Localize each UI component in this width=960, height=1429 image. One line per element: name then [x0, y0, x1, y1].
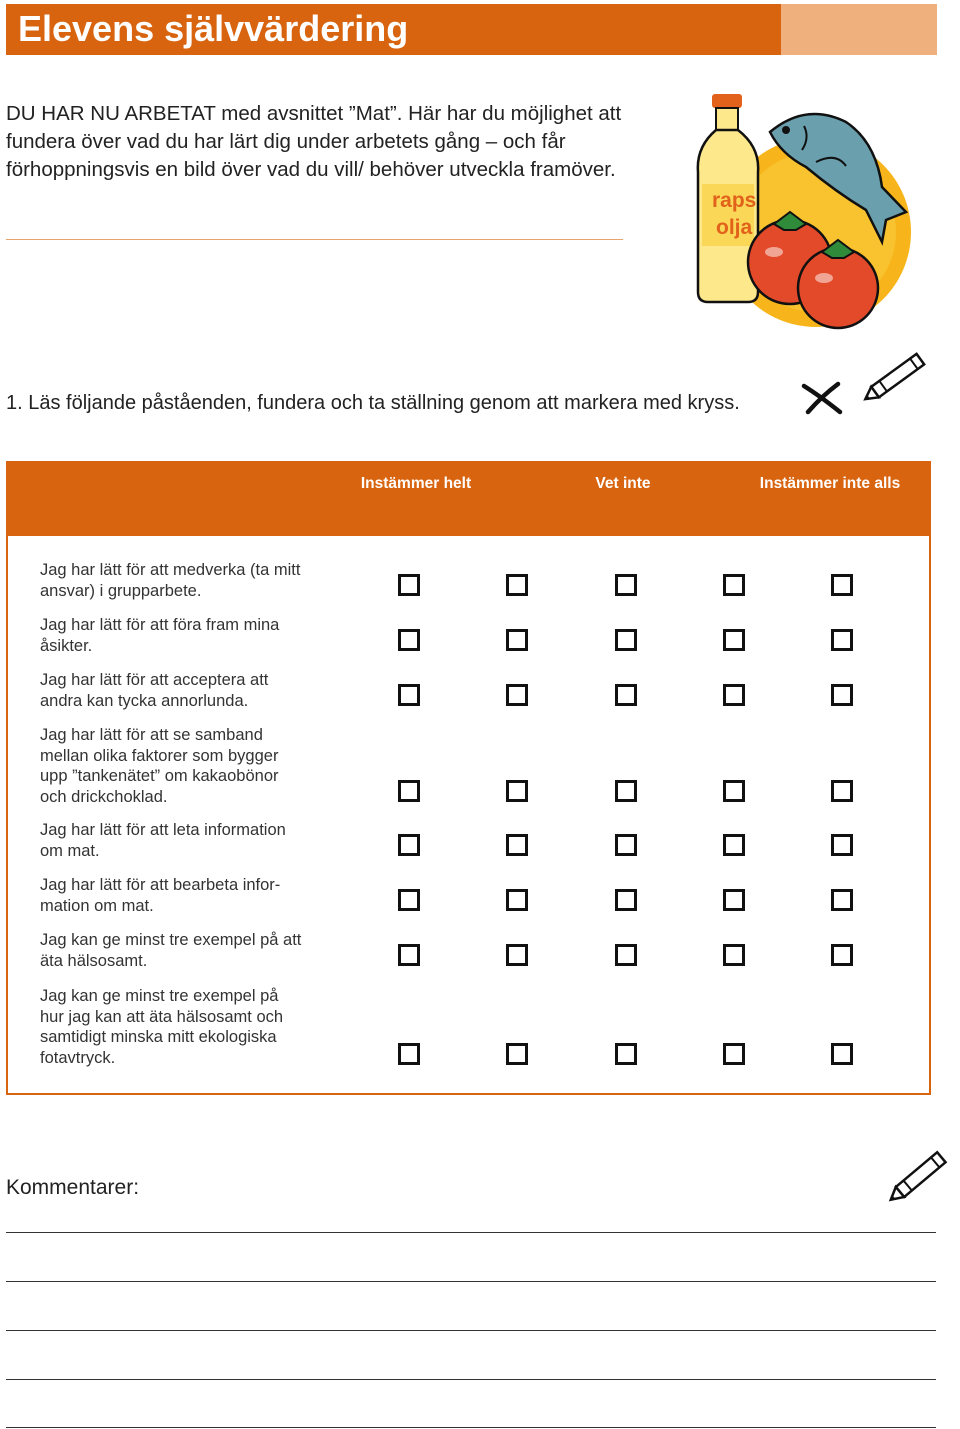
comments-label: Kommentarer: — [6, 1176, 140, 1199]
statement-line: andra kan tycka annorlunda. — [40, 691, 249, 710]
table-header — [8, 463, 929, 536]
rating-checkbox[interactable] — [506, 684, 528, 706]
statement-line: Jag har lätt för att leta information — [40, 821, 286, 839]
rating-checkbox[interactable] — [831, 574, 853, 596]
statement-line: Jag har lätt för att medverka (ta mitt — [40, 561, 301, 579]
rating-checkbox[interactable] — [398, 944, 420, 966]
statement-line: äta hälsosamt. — [40, 951, 148, 970]
rating-checkbox[interactable] — [506, 889, 528, 911]
statement-line: mellan olika faktorer som bygger — [40, 746, 279, 765]
statement-text — [40, 930, 350, 971]
rating-checkbox[interactable] — [506, 1043, 528, 1065]
title-bar-accent — [781, 4, 937, 55]
comment-line[interactable] — [6, 1427, 936, 1428]
statement-line: ansvar) i grupparbete. — [40, 581, 202, 600]
rating-checkbox[interactable] — [506, 834, 528, 856]
statement-line: hur jag kan att äta hälsosamt och — [40, 1007, 284, 1026]
rating-checkbox[interactable] — [723, 780, 745, 802]
statement-text — [40, 560, 350, 601]
statement-line: mation om mat. — [40, 896, 154, 915]
page-title: Elevens självvärdering — [18, 8, 409, 49]
statement-text — [40, 725, 350, 807]
statement-text — [40, 875, 350, 916]
statement-line: upp ”tankenätet” om kakaobönor — [40, 767, 279, 785]
column-header-dont-know: Vet inte — [595, 475, 651, 492]
comment-line[interactable] — [6, 1232, 936, 1233]
bottle-label-line2: olja — [716, 216, 753, 239]
statement-line: om mat. — [40, 841, 100, 860]
column-header-agree: Instämmer helt — [360, 475, 472, 492]
rating-checkbox[interactable] — [831, 780, 853, 802]
rating-checkbox[interactable] — [831, 629, 853, 651]
rating-checkbox[interactable] — [398, 629, 420, 651]
statement-line: Jag har lätt för att se samband — [40, 726, 263, 744]
statement-text — [40, 670, 350, 711]
rating-checkbox[interactable] — [723, 1043, 745, 1065]
pencil-icon — [858, 345, 938, 407]
statement-line: Jag har lätt för att acceptera att — [40, 671, 269, 689]
rating-checkbox[interactable] — [831, 684, 853, 706]
statement-text — [40, 615, 350, 656]
rating-checkbox[interactable] — [831, 834, 853, 856]
statement-line: Jag kan ge minst tre exempel på att — [40, 931, 302, 949]
rating-checkbox[interactable] — [723, 574, 745, 596]
rating-checkbox[interactable] — [398, 889, 420, 911]
intro-divider — [6, 239, 623, 240]
rating-checkbox[interactable] — [615, 834, 637, 856]
statement-line: och drickchoklad. — [40, 787, 168, 806]
rating-checkbox[interactable] — [506, 574, 528, 596]
bottle-label-line1: raps — [712, 189, 757, 212]
comment-line[interactable] — [6, 1330, 936, 1331]
rating-checkbox[interactable] — [831, 1043, 853, 1065]
statement-line: fotavtryck. — [40, 1048, 116, 1067]
x-mark-icon — [800, 380, 844, 416]
rating-checkbox[interactable] — [506, 780, 528, 802]
rating-checkbox[interactable] — [615, 684, 637, 706]
statement-line: Jag har lätt för att bearbeta infor- — [40, 876, 281, 894]
rating-checkbox[interactable] — [831, 889, 853, 911]
rating-checkbox[interactable] — [398, 780, 420, 802]
rating-checkbox[interactable] — [831, 944, 853, 966]
rating-checkbox[interactable] — [723, 834, 745, 856]
statement-text — [40, 820, 350, 861]
comment-line[interactable] — [6, 1379, 936, 1380]
rating-checkbox[interactable] — [398, 1043, 420, 1065]
rating-checkbox[interactable] — [615, 1043, 637, 1065]
question-text: 1. Läs följande påståenden, fundera och ta ställning genom att markera med kryss. — [6, 392, 740, 414]
comment-line[interactable] — [6, 1281, 936, 1282]
food-illustration — [686, 92, 918, 332]
rating-checkbox[interactable] — [398, 684, 420, 706]
intro-text: DU HAR NU ARBETAT med avsnittet ”Mat”. Här har du möjlighet att fundera över vad du har lärt dig under arbetets gång – och får förhoppningsvis en bild över vad du vill/ behöver utveckla framöver. — [6, 102, 622, 181]
rating-checkbox[interactable] — [398, 834, 420, 856]
rating-checkbox[interactable] — [723, 629, 745, 651]
statement-text — [40, 986, 350, 1068]
statement-line: Jag kan ge minst tre exempel på — [40, 987, 279, 1005]
rating-checkbox[interactable] — [506, 944, 528, 966]
rating-checkbox[interactable] — [615, 574, 637, 596]
rating-checkbox[interactable] — [723, 684, 745, 706]
statement-line: åsikter. — [40, 636, 93, 655]
rating-checkbox[interactable] — [506, 629, 528, 651]
rating-checkbox[interactable] — [615, 780, 637, 802]
rating-checkbox[interactable] — [723, 889, 745, 911]
statement-line: samtidigt minska mitt ekologiska — [40, 1028, 277, 1046]
self-assessment-table — [6, 461, 931, 1095]
rating-checkbox[interactable] — [615, 629, 637, 651]
pencil-icon — [884, 1144, 958, 1206]
statement-line: Jag har lätt för att föra fram mina — [40, 616, 280, 634]
rating-checkbox[interactable] — [398, 574, 420, 596]
rating-checkbox[interactable] — [615, 944, 637, 966]
rating-checkbox[interactable] — [615, 889, 637, 911]
column-header-disagree: Instämmer inte alls — [759, 475, 901, 492]
rating-checkbox[interactable] — [723, 944, 745, 966]
